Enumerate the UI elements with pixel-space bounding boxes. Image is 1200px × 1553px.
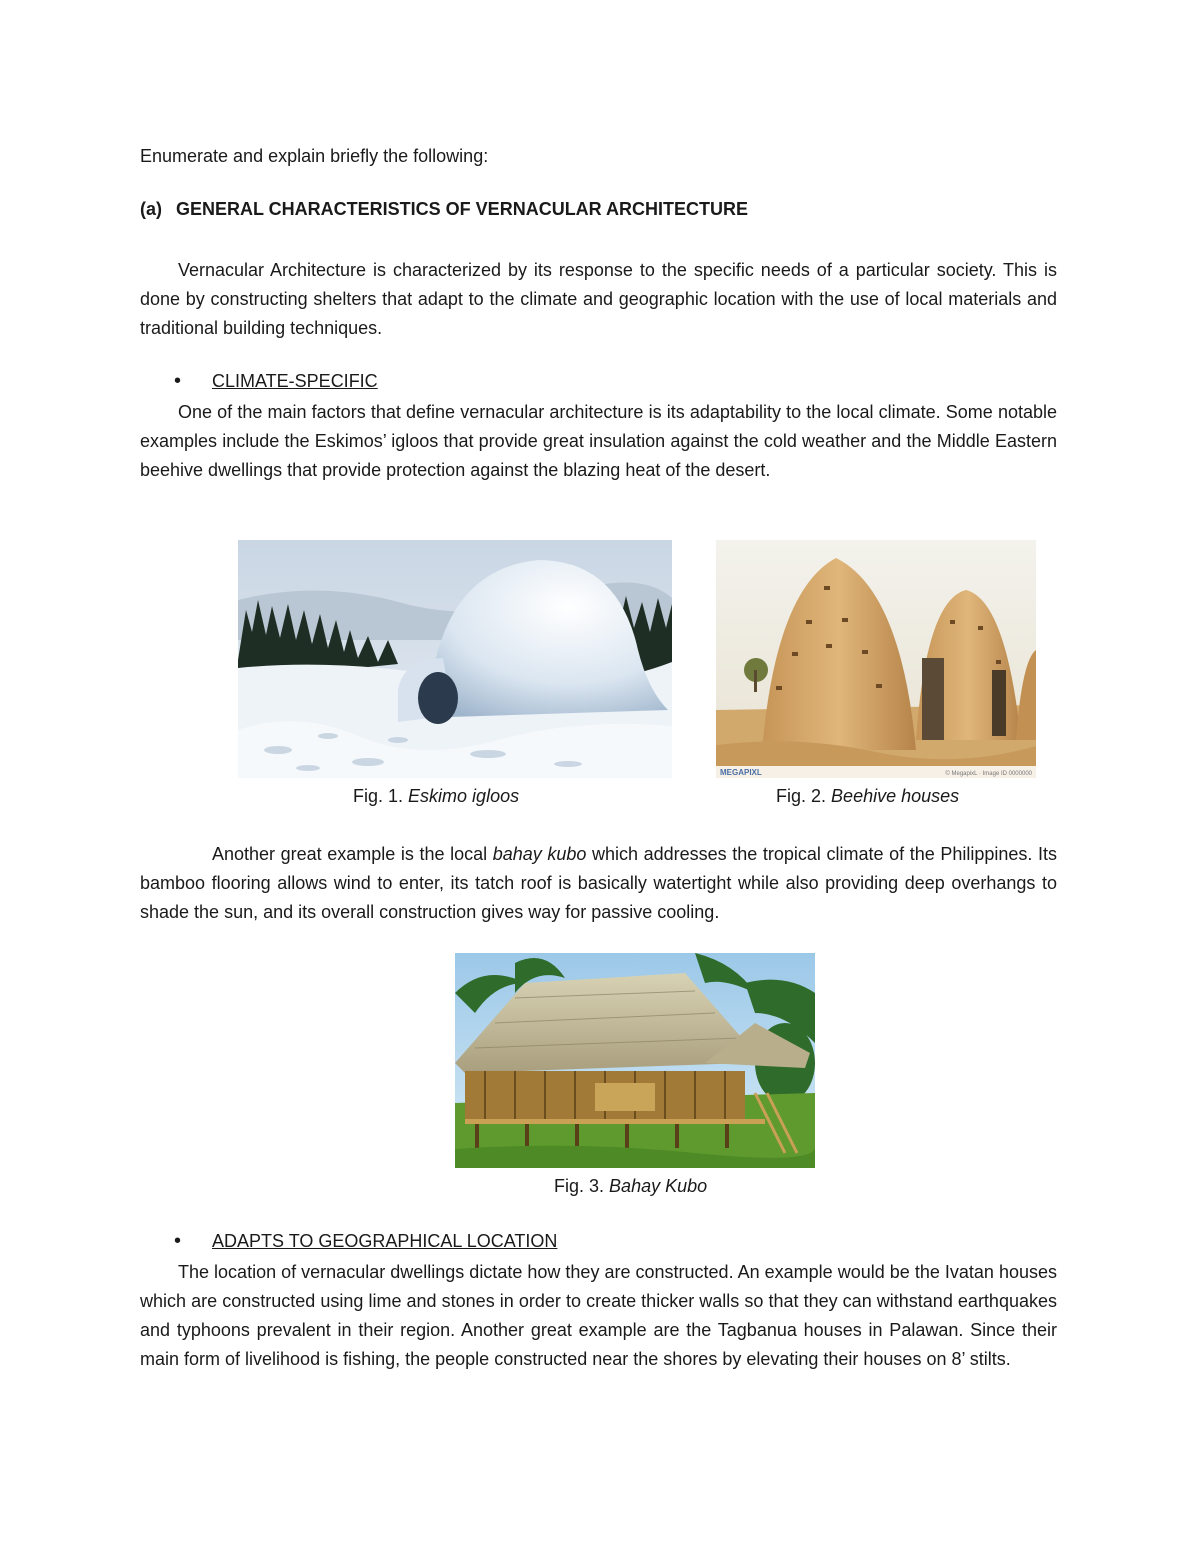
geography-bullet-heading bbox=[174, 1230, 557, 1253]
figure-bahay-kubo-image bbox=[455, 953, 815, 1168]
geography-heading: ADAPTS TO GEOGRAPHICAL LOCATION bbox=[212, 1231, 558, 1251]
geography-paragraph: The location of vernacular dwellings dictate how they are constructed. An example would be the Ivatan houses which are constructed using lime and stones in order to create thicker walls so that they can withstand earthquakes and typhoons prevalent in their region. Another great example are the Tagbanua houses in Palawan. Since their main form of livelihood is fishing, the people constructed near the shores by elevating their houses on 8’ stilts. bbox=[140, 1262, 1057, 1369]
figure-igloo-image bbox=[238, 540, 672, 778]
figure-1-caption bbox=[353, 786, 519, 807]
megapixl-watermark-left: MEGAPIXL bbox=[720, 768, 762, 777]
figure-2-title: Beehive houses bbox=[831, 786, 960, 806]
figure-3-title: Bahay Kubo bbox=[609, 1176, 708, 1196]
figure-1-label: Fig. 1. bbox=[353, 786, 404, 806]
figure-1-title: Eskimo igloos bbox=[408, 786, 520, 806]
figure-3-label: Fig. 3. bbox=[554, 1176, 605, 1196]
megapixl-watermark-right: © MegapixL · Image ID 0000000 bbox=[945, 771, 1032, 777]
paragraph2-italic-term: bahay kubo bbox=[492, 844, 587, 864]
section-a-paragraph: Vernacular Architecture is characterized by its response to the specific needs of a particular society. This is done by constructing shelters that adapt to the climate and geographic location with the use of local materials and traditional building techniques. bbox=[140, 260, 1057, 338]
figure-3-caption bbox=[554, 1176, 707, 1197]
section-a-marker: (a) bbox=[140, 199, 162, 219]
figure-beehive-image bbox=[716, 540, 1036, 778]
climate-paragraph: One of the main factors that define vernacular architecture is its adaptability to the local climate. Some notable examples include the Eskimos’ igloos that provide great insulation against the cold weather and the Middle Eastern beehive dwellings that provide protection against the blazing heat of the desert. bbox=[140, 402, 1057, 480]
figure-2-caption bbox=[776, 786, 959, 807]
section-a-heading bbox=[140, 199, 748, 220]
climate-bullet-heading bbox=[174, 370, 378, 393]
paragraph2-text-after: which addresses the tropical climate of the Philippines. Its bamboo flooring allows wind to enter, its tatch roof is basically watertight while also providing deep overhangs to shade the sun, and its overall construction gives way for passive cooling. bbox=[140, 844, 1057, 922]
bahay-kubo-paragraph bbox=[140, 840, 1057, 927]
intro-line: Enumerate and explain briefly the following: bbox=[140, 146, 489, 166]
bullet-icon: • bbox=[174, 1230, 182, 1252]
climate-heading: CLIMATE-SPECIFIC bbox=[212, 371, 378, 391]
bullet-icon: • bbox=[174, 370, 182, 392]
figure-2-label: Fig. 2. bbox=[776, 786, 827, 806]
paragraph2-text-before: Another great example is the local bbox=[212, 844, 493, 864]
section-a-title: GENERAL CHARACTERISTICS OF VERNACULAR ARCHITECTURE bbox=[176, 199, 749, 219]
